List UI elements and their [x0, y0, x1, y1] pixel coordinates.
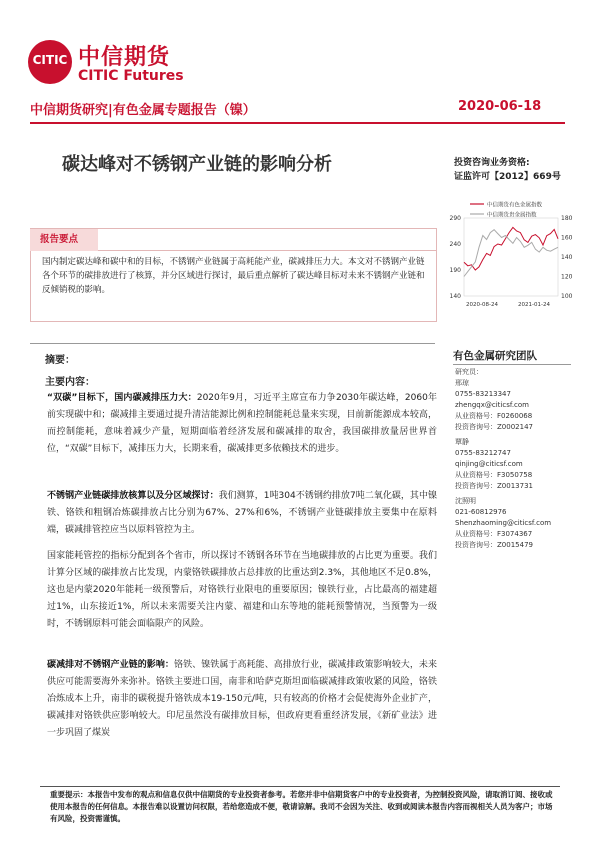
series-line	[464, 230, 558, 277]
team-member-2	[455, 437, 573, 492]
member-email[interactable]: qinjing@citicsf.com	[455, 460, 523, 468]
investment-qualification	[454, 156, 561, 184]
paragraph-4-text: 铬铁、镍铁属于高耗能、高排放行业，碳减排政策影响较大，未来供应可能需要海外来弥补。铬铁主要进口国，南非和哈萨克斯坦面临碳减排政策收紧的风险，铬铁冶炼成本上升，南非的碳税提升铬铁成本19-150元/吨，只有较高的价格才会促使海外企业扩产，碳减排对铬铁供应影响较大。印尼虽然没有碳排放目标，但政府更看重经济发展，《新矿业法》进一步巩固了煤炭	[47, 660, 437, 738]
paragraph-3-text: 国家能耗管控的指标分配到各个省市，所以探讨不锈钢各环节在当地碳排放的占比更为重要。我们计算分区域的碳排放占比发现，内蒙铬铁碳排放占总排放的比重达到2.3%，其他地区不足0.8%，这也是内蒙2020年能耗一级预警后，对铬铁行业限电的重要原因；镍铁行业，占比最高的福建超过1%，山东接近1%，所以未来需要关注内蒙、福建和山东等地的能耗预警情况，当预警为一级时，不锈钢原料可能会面临限产的风险。	[47, 551, 437, 629]
team-heading: 有色金属研究团队	[453, 350, 537, 362]
key-points-divider	[98, 250, 436, 251]
y-tick-left: 140	[449, 293, 461, 300]
paragraph-4	[47, 657, 437, 742]
researcher-label: 研究员：	[455, 368, 483, 376]
y-tick-left: 190	[449, 267, 461, 274]
member-license: 从业资格号：F3050758	[455, 471, 533, 479]
member-advisor-number: 投资咨询号：Z0002147	[455, 423, 533, 431]
paragraph-3	[47, 548, 437, 633]
brand-name-cn: 中信期货	[78, 45, 171, 70]
member-email[interactable]: zhengqx@citicsf.com	[455, 401, 529, 409]
brand-name-en: CITIC Futures	[78, 68, 184, 84]
member-license: 从业资格号：F3074367	[455, 530, 533, 538]
main-content-heading: 主要内容：	[45, 377, 95, 388]
y-tick-left: 240	[449, 241, 461, 248]
member-phone: 0755-83212747	[455, 449, 511, 457]
member-phone: 0755-83213347	[455, 390, 511, 398]
member-name: 邢琼	[455, 379, 469, 387]
header-divider	[30, 122, 565, 124]
y-tick-right: 160	[561, 234, 573, 242]
key-points-text: 国内制定碳达峰和碳中和的目标，不锈钢产业链属于高耗能产业，碳减排压力大。本文对不锈钢产业链各个环节的碳排放进行了核算，并分区域进行探讨，最后重点解析了碳达峰目标对未来不锈钢产业链和反倾销税的影响。	[42, 257, 425, 295]
x-tick: 2021-01-24	[518, 302, 550, 308]
summary-divider	[30, 343, 435, 344]
paragraph-4-lead: 碳减排对不锈钢产业链的影响：	[47, 660, 174, 670]
paragraph-2-lead: 不锈钢产业链碳排放核算以及分区域探讨：	[47, 491, 219, 501]
team-member-1	[455, 378, 573, 433]
y-tick-right: 120	[561, 273, 573, 281]
member-license: 从业资格号：F0260068	[455, 412, 533, 420]
team-divider	[453, 364, 571, 365]
logo-icon	[28, 40, 72, 84]
summary-heading: 摘要：	[45, 355, 75, 366]
report-category: 中信期货研究|有色金属专题报告（镍）	[30, 103, 256, 118]
index-chart	[440, 200, 580, 318]
team-member-3	[455, 496, 573, 551]
paragraph-1-lead: “双碳”目标下，国内碳减排压力大：	[47, 393, 197, 403]
member-advisor-number: 投资咨询号：Z0015479	[455, 541, 533, 549]
legend-label: 中信期货有色金属指数	[487, 202, 543, 209]
member-phone: 021-60812976	[455, 508, 507, 516]
y-tick-right: 180	[561, 215, 573, 222]
paragraph-1-text: 2020年9月，习近平主席宣布力争2030年碳达峰，2060年前实现碳中和；碳减排主要通过提升清洁能源比例和控制能耗总量来实现，目前新能源成本较高，而控制能耗，意味着减少产量，短期面临着经济发展和碳减排的取舍，我国碳排放量居世界首位，“双碳”目标下，减排压力大，长期来看，碳减排更多依赖技术的进步。	[47, 393, 437, 454]
y-tick-right: 100	[561, 293, 573, 300]
member-name: 沈照明	[455, 497, 476, 505]
page-title: 碳达峰对不锈钢产业链的影响分析	[62, 154, 332, 175]
member-advisor-number: 投资咨询号：Z0013731	[455, 482, 533, 490]
report-date: 2020-06-18	[458, 99, 542, 114]
logo-abbr: CITIC	[32, 53, 68, 67]
paragraph-1	[47, 390, 437, 458]
y-tick-left: 290	[449, 215, 461, 222]
member-email[interactable]: Shenzhaoming@citicsf.com	[455, 519, 552, 527]
member-name: 覃静	[455, 438, 469, 446]
series-line	[464, 227, 558, 270]
y-tick-right: 140	[561, 254, 573, 261]
disclaimer-text: 重要提示：本报告中发布的观点和信息仅供中信期货的专业投资者参考。若您并非中信期货客户中的专业投资者，为控制投资风险，请取消订阅、接收或使用本报告的任何信息。本报告难以设置访问权限，若给您造成不便，敬请谅解。我司不会因为关注、收到或阅读本报告内容而视相关人员为客户；市场有风险，投资需谨慎。	[50, 790, 553, 823]
paragraph-2	[47, 488, 437, 539]
investment-line-2: 证监许可【2012】669号	[454, 172, 561, 182]
x-tick: 2020-08-24	[466, 302, 498, 308]
investment-line-1: 投资咨询业务资格:	[454, 158, 530, 168]
key-points-label: 报告要点	[30, 229, 98, 251]
legend-label: 中信期货贵金属指数	[487, 212, 537, 219]
paragraph-2-text: 我们测算，1吨304不锈钢约排放7吨二氧化碳，其中镍铁、铬铁和粗钢冶炼碳排放占比分别为67%、27%和6%，不锈钢产业链碳排放主要集中在原料端，碳减排管控应当以原料管控为主。	[47, 491, 437, 535]
